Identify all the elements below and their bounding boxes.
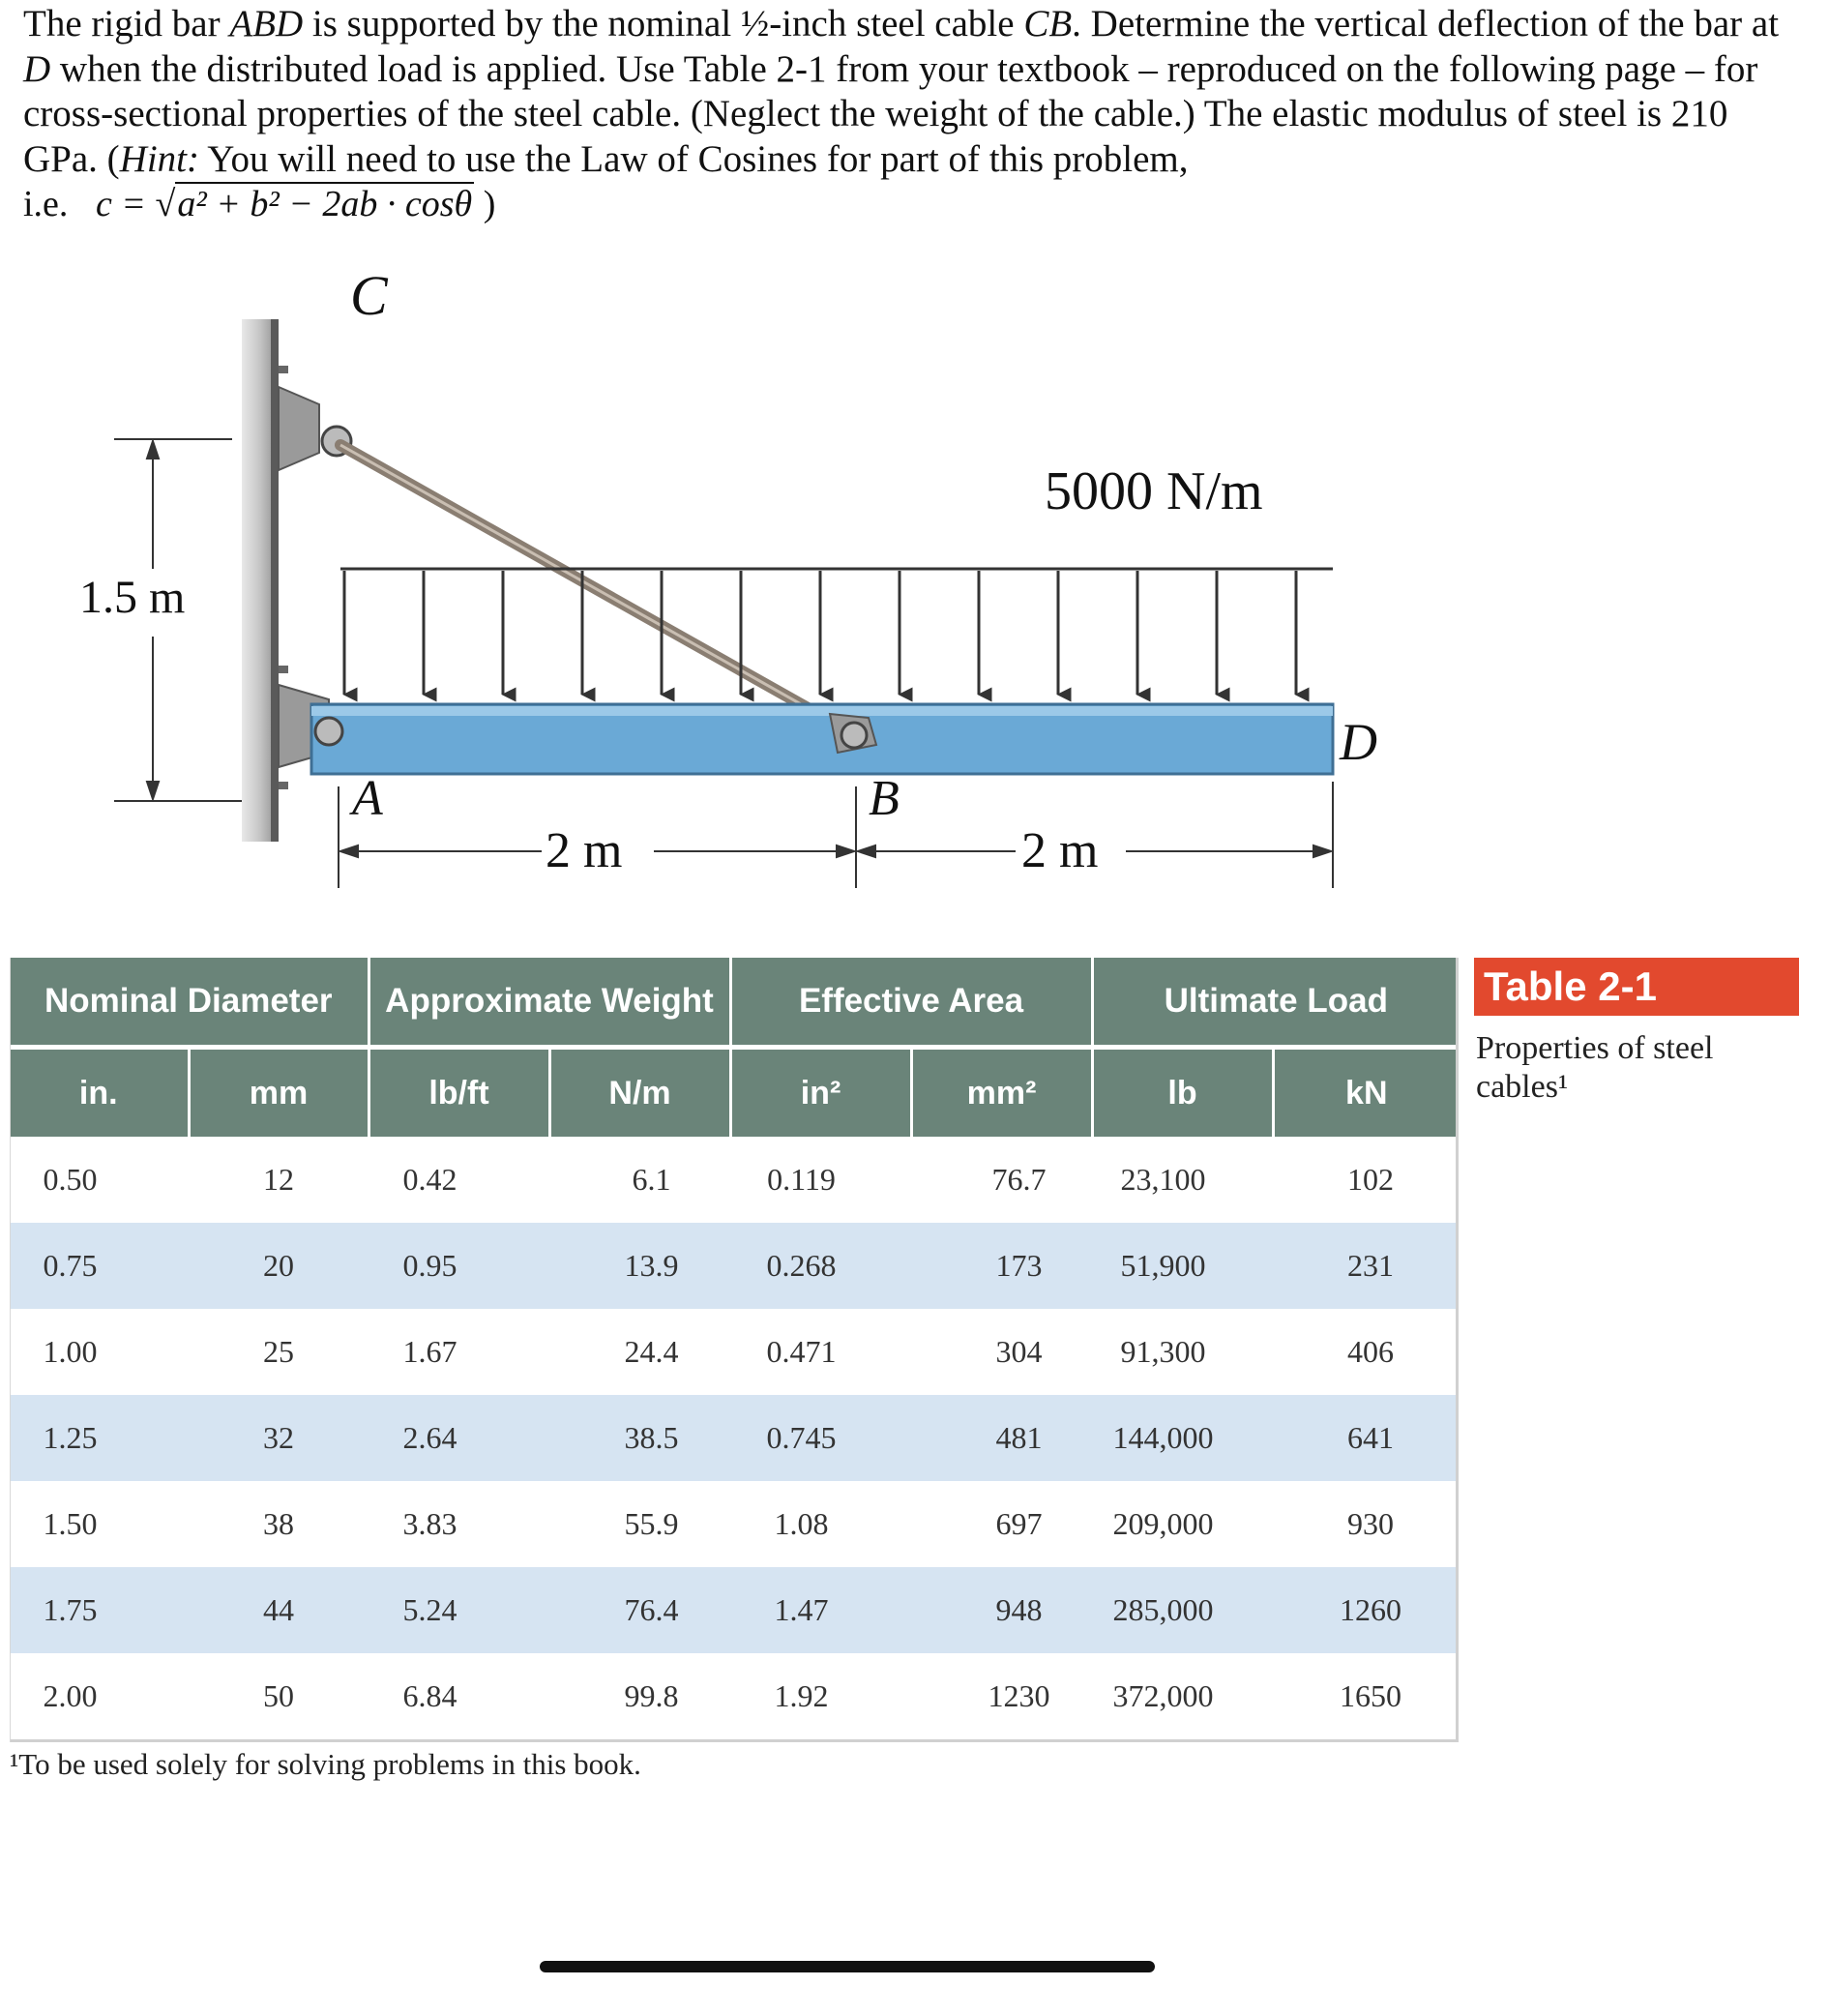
law-of-cosines-formula — [23, 182, 1793, 227]
height-label: 1.5 m — [79, 572, 186, 623]
formula-radicand: a² + b² − 2ab · cosθ — [177, 184, 473, 224]
problem-statement — [23, 2, 1793, 227]
table-cell: 0.50 — [10, 1137, 189, 1223]
table-cell: 12 — [189, 1137, 369, 1223]
span-dimensions — [339, 782, 1333, 888]
table-cell: 481 — [911, 1395, 1092, 1481]
table-cell: 0.119 — [730, 1137, 911, 1223]
span-bd-label: 2 m — [1021, 823, 1099, 878]
label-cb: CB — [1023, 3, 1073, 44]
caption-subtitle: Properties of steel cables¹ — [1476, 1030, 1714, 1105]
text-span: You will need to use the Law of Cosines for part of this problem, — [198, 137, 1189, 180]
table-cell: 948 — [911, 1567, 1092, 1653]
table-cell: 25 — [189, 1309, 369, 1395]
table-cell: 930 — [1273, 1481, 1459, 1567]
text-span: is supported by the nominal ½-inch steel cable — [303, 3, 1024, 44]
table-cell: 1.25 — [10, 1395, 189, 1481]
table-cell: 55.9 — [549, 1481, 730, 1567]
table-cell: 38 — [189, 1481, 369, 1567]
table-row — [10, 1223, 1459, 1309]
table-cell: 13.9 — [549, 1223, 730, 1309]
formula-prefix: i.e. — [23, 184, 69, 224]
problem-text — [23, 2, 1793, 182]
home-indicator[interactable] — [540, 1961, 1155, 1972]
table-cell: 1.67 — [369, 1309, 549, 1395]
properties-table — [10, 958, 1459, 1742]
header-approximate-weight: Approximate Weight — [369, 958, 730, 1048]
table-caption — [1474, 958, 1799, 1107]
beam-diagram — [39, 259, 1393, 936]
table-cell: 144,000 — [1092, 1395, 1273, 1481]
header-ultimate-load: Ultimate Load — [1092, 958, 1459, 1048]
header-nominal-diameter: Nominal Diameter — [10, 958, 369, 1048]
table-cell: 51,900 — [1092, 1223, 1273, 1309]
bar-highlight — [311, 706, 1333, 716]
table-cell: 0.42 — [369, 1137, 549, 1223]
label-point-b: B — [869, 771, 900, 826]
table-cell: 641 — [1273, 1395, 1459, 1481]
unit-lb-ft: lb/ft — [369, 1048, 549, 1138]
table-row — [10, 1309, 1459, 1395]
table-cell: 102 — [1273, 1137, 1459, 1223]
table-cell: 1.08 — [730, 1481, 911, 1567]
table-cell: 406 — [1273, 1309, 1459, 1395]
unit-mm2: mm² — [911, 1048, 1092, 1138]
table-cell: 6.84 — [369, 1653, 549, 1741]
table-row — [10, 1137, 1459, 1223]
label-point-a: A — [352, 771, 383, 826]
load-arrows — [344, 571, 1296, 695]
unit-in: in. — [10, 1048, 189, 1138]
table-cell: 23,100 — [1092, 1137, 1273, 1223]
table-cell: 0.95 — [369, 1223, 549, 1309]
wall-plate — [271, 319, 279, 842]
label-abd: ABD — [229, 3, 304, 44]
table-cell: 2.64 — [369, 1395, 549, 1481]
text-span: . Determine the vertical deflection of the bar at — [1072, 3, 1780, 44]
table-row — [10, 1395, 1459, 1481]
unit-mm: mm — [189, 1048, 369, 1138]
table-cell: 20 — [189, 1223, 369, 1309]
table-cell: 50 — [189, 1653, 369, 1741]
unit-kn: kN — [1273, 1048, 1459, 1138]
table-cell: 76.7 — [911, 1137, 1092, 1223]
table-cell: 76.4 — [549, 1567, 730, 1653]
unit-lb: lb — [1092, 1048, 1273, 1138]
table-cell: 2.00 — [10, 1653, 189, 1741]
table-cell: 1230 — [911, 1653, 1092, 1741]
span-ab-label: 2 m — [546, 823, 623, 878]
table-cell: 44 — [189, 1567, 369, 1653]
cable-highlight — [340, 445, 849, 731]
table-cell: 372,000 — [1092, 1653, 1273, 1741]
beam-figure — [39, 259, 1393, 936]
hint-label: Hint: — [119, 137, 199, 180]
table-cell: 1.92 — [730, 1653, 911, 1741]
table-cell: 209,000 — [1092, 1481, 1273, 1567]
text-span: when the distributed load is applied. Use Table 2-1 from your textbook – reproduced on the following page – for cross-sectional properties of the steel cable. (Neglect the weight of the cable.) The elastic modulus of steel is 210 GPa. ( — [23, 47, 1758, 180]
bracket-c — [279, 387, 319, 470]
table-cell: 173 — [911, 1223, 1092, 1309]
table-footnote: ¹To be used solely for solving problems in this book. — [10, 1747, 641, 1781]
formula-close: ) — [483, 184, 496, 224]
table-body — [10, 1137, 1459, 1741]
pin-a — [315, 718, 342, 745]
table-cell: 231 — [1273, 1223, 1459, 1309]
label-point-d: D — [1340, 713, 1377, 771]
unit-n-m: N/m — [549, 1048, 730, 1138]
table-cell: 1650 — [1273, 1653, 1459, 1741]
table-cell: 1.00 — [10, 1309, 189, 1395]
table-cell: 697 — [911, 1481, 1092, 1567]
table-cell: 0.745 — [730, 1395, 911, 1481]
table-cell: 24.4 — [549, 1309, 730, 1395]
table-cell: 99.8 — [549, 1653, 730, 1741]
label-d: D — [23, 47, 51, 90]
header-effective-area: Effective Area — [730, 958, 1092, 1048]
table-cell: 1.50 — [10, 1481, 189, 1567]
table-cell: 1260 — [1273, 1567, 1459, 1653]
load-magnitude: 5000 N/m — [1045, 461, 1263, 521]
caption-title: Table 2-1 — [1474, 958, 1799, 1016]
table-cell: 6.1 — [549, 1137, 730, 1223]
table-row — [10, 1567, 1459, 1653]
table-cell: 91,300 — [1092, 1309, 1273, 1395]
group-header-row — [10, 958, 1459, 1048]
unit-header-row — [10, 1048, 1459, 1138]
table-cell: 3.83 — [369, 1481, 549, 1567]
table-cell: 32 — [189, 1395, 369, 1481]
table-cell: 285,000 — [1092, 1567, 1273, 1653]
table-cell: 5.24 — [369, 1567, 549, 1653]
text-span: The rigid bar — [23, 3, 230, 44]
table-cell: 1.75 — [10, 1567, 189, 1653]
formula-lhs: c = — [95, 184, 146, 224]
unit-in2: in² — [730, 1048, 911, 1138]
table-cell: 0.75 — [10, 1223, 189, 1309]
wall — [242, 319, 273, 842]
table-row — [10, 1481, 1459, 1567]
table-cell: 304 — [911, 1309, 1092, 1395]
label-point-c: C — [350, 264, 388, 327]
sqrt-symbol: √ — [155, 184, 176, 224]
table-cell: 1.47 — [730, 1567, 911, 1653]
table-cell: 38.5 — [549, 1395, 730, 1481]
table-row — [10, 1653, 1459, 1741]
table-cell: 0.471 — [730, 1309, 911, 1395]
steel-cable-table — [10, 958, 1459, 1742]
pin-b — [841, 723, 867, 748]
table-cell: 0.268 — [730, 1223, 911, 1309]
